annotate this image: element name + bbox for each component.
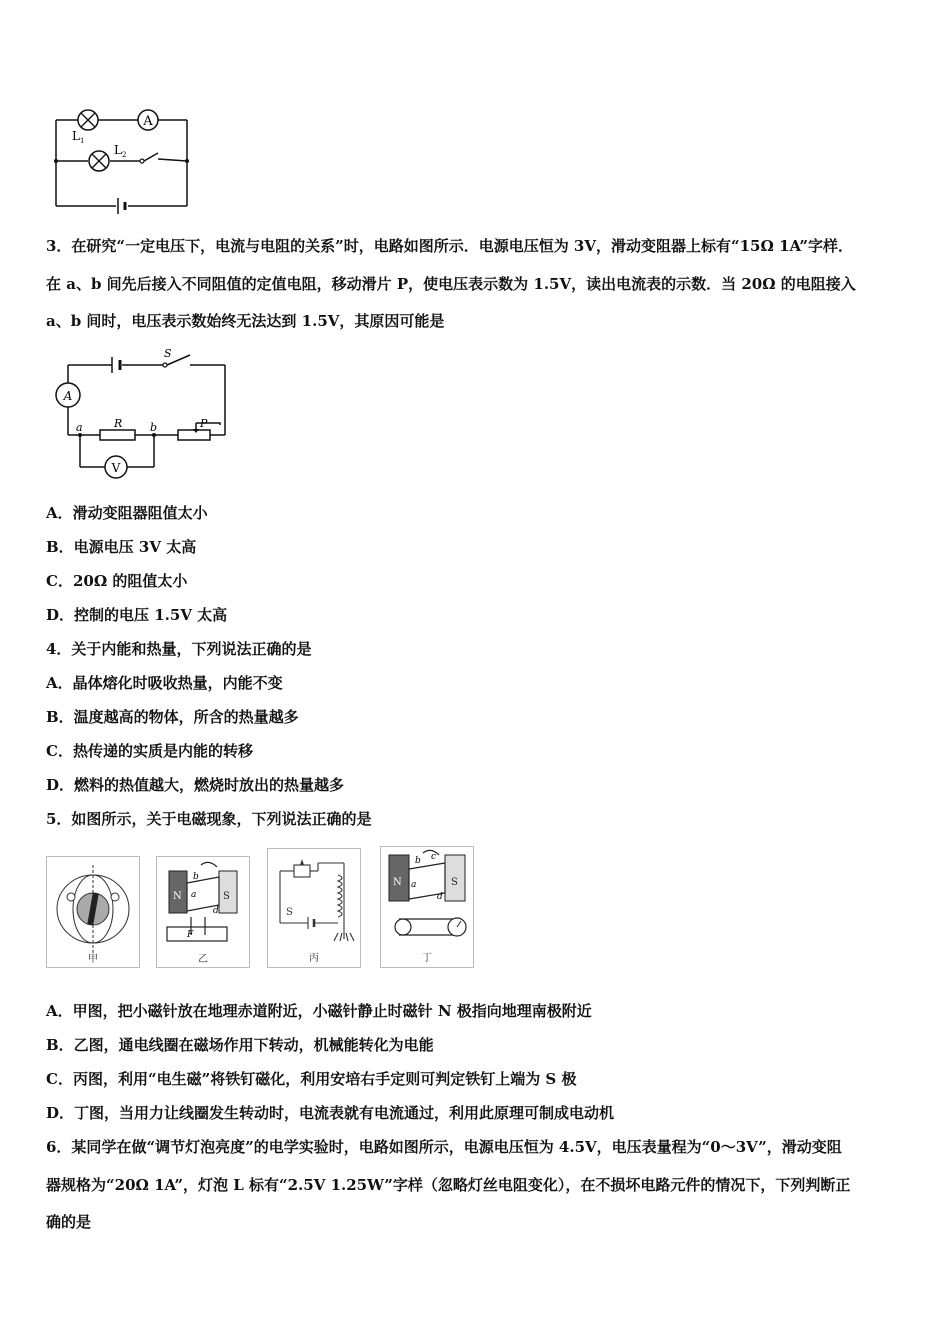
svg-text:d: d xyxy=(437,892,443,902)
label-l1: $L_1$ xyxy=(72,129,85,145)
q3-circuit-diagram xyxy=(50,345,240,485)
svg-text:A: A xyxy=(63,389,73,403)
figure-bing-panel xyxy=(267,848,361,968)
q5-option-c[interactable]: C．丙图，利用“电生磁”将铁钉磁化，利用安培右手定则可判定铁钉上端为 S 极 xyxy=(46,1070,577,1088)
q5-stem: 5．如图所示，关于电磁现象，下列说法正确的是 xyxy=(46,810,372,828)
label-slider: P xyxy=(200,417,208,430)
q4-option-d[interactable]: D．燃料的热值越大，燃烧时放出的热量越多 xyxy=(46,776,345,794)
caption-bing: 丙 xyxy=(309,953,319,964)
motor-figure xyxy=(157,857,249,967)
figure-yi-panel xyxy=(156,856,250,968)
generator-figure xyxy=(381,847,473,967)
svg-text:d: d xyxy=(213,906,219,916)
q3-stem-line2: 在 a、b 间先后接入不同阻值的定值电阻，移动滑片 P，使电压表示数为 1.5V，读出电流表的示数．当 20Ω 的电阻接入 xyxy=(46,275,856,293)
electromagnet-figure xyxy=(268,849,360,967)
svg-text:S: S xyxy=(223,891,230,902)
svg-text:b: b xyxy=(415,856,421,866)
top-circuit-diagram xyxy=(48,104,198,216)
q4-option-a[interactable]: A．晶体熔化时吸收热量，内能不变 xyxy=(46,674,283,692)
svg-text:c: c xyxy=(431,852,437,862)
q5-option-d[interactable]: D．丁图，当用力让线圈发生转动时，电流表就有电流通过，利用此原理可制成电动机 xyxy=(46,1104,615,1122)
ammeter-icon xyxy=(56,383,80,407)
svg-text:N: N xyxy=(393,877,402,888)
caption-yi: 乙 xyxy=(198,954,208,965)
q4-stem: 4．关于内能和热量，下列说法正确的是 xyxy=(46,640,312,658)
caption-jia: 甲 xyxy=(88,954,98,965)
q3-option-a[interactable]: A．滑动变阻器阻值太小 xyxy=(46,504,208,522)
q3-option-d[interactable]: D．控制的电压 1.5V 太高 xyxy=(46,606,228,624)
svg-text:b: b xyxy=(193,872,199,882)
label-resistor: R xyxy=(114,417,123,430)
q4-option-c[interactable]: C．热传递的实质是内能的转移 xyxy=(46,742,253,760)
q5-option-a[interactable]: A．甲图，把小磁针放在地理赤道附近，小磁针静止时磁针 N 极指向地理南极附近 xyxy=(46,1002,592,1020)
earth-magnetic-field-figure xyxy=(47,857,139,967)
lamp-l1-icon xyxy=(78,110,98,130)
ammeter-icon xyxy=(138,110,158,130)
svg-text:S: S xyxy=(451,877,458,888)
svg-text:N: N xyxy=(173,891,182,902)
svg-text:a: a xyxy=(411,880,417,890)
switch-contact xyxy=(140,159,144,163)
q3-stem-line3: a、b 间时，电压表示数始终无法达到 1.5V，其原因可能是 xyxy=(46,312,445,330)
svg-text:A: A xyxy=(143,114,153,129)
q6-stem-line3: 确的是 xyxy=(46,1213,92,1231)
lamp-l2-icon xyxy=(89,151,109,171)
svg-text:V: V xyxy=(111,461,121,475)
svg-text:S: S xyxy=(286,907,293,918)
voltmeter-icon xyxy=(105,456,127,478)
figure-jia-panel xyxy=(46,856,140,968)
q3-option-b[interactable]: B．电源电压 3V 太高 xyxy=(46,538,197,556)
caption-ding: 丁 xyxy=(422,953,432,964)
figure-ding-panel xyxy=(380,846,474,968)
q4-option-b[interactable]: B．温度越高的物体，所含的热量越多 xyxy=(46,708,299,726)
label-switch: S xyxy=(164,347,172,360)
q6-stem-line1: 6．某同学在做“调节灯泡亮度”的电学实验时，电路如图所示，电源电压恒为 4.5V，电压表量程为“0～3V”，滑动变阻 xyxy=(46,1138,842,1156)
q3-stem-line1: 3．在研究“一定电压下，电流与电阻的关系”时，电路如图所示．电源电压恒为 3V，滑动变阻器上标有“15Ω 1A”字样． xyxy=(46,237,853,255)
svg-text:F: F xyxy=(187,930,194,940)
label-l2: $L_2$ xyxy=(114,143,127,159)
label-b: b xyxy=(150,421,158,434)
q5-option-b[interactable]: B．乙图，通电线圈在磁场作用下转动，机械能转化为电能 xyxy=(46,1036,434,1054)
svg-text:a: a xyxy=(191,890,197,900)
label-a: a xyxy=(76,421,83,434)
q6-stem-line2: 器规格为“20Ω 1A”，灯泡 L 标有“2.5V 1.25W”字样（忽略灯丝电阻变化），在不损坏电路元件的情况下，下列判断正 xyxy=(46,1176,851,1194)
q3-option-c[interactable]: C．20Ω 的阻值太小 xyxy=(46,572,188,590)
